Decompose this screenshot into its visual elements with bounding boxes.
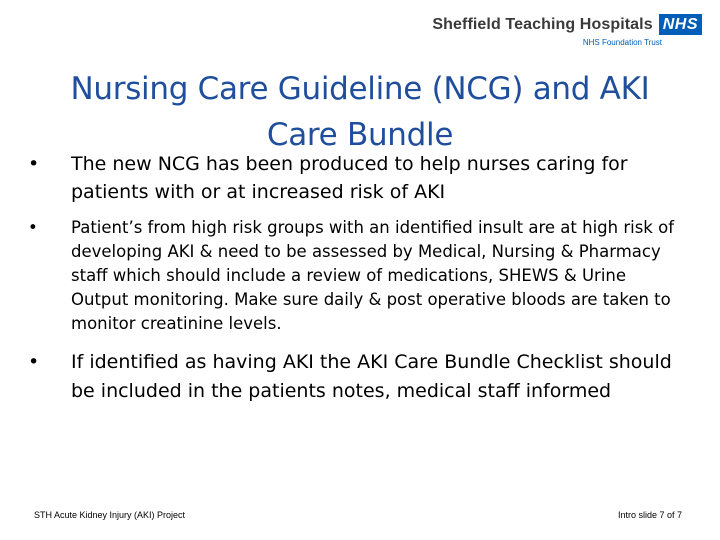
bullet-text: The new NCG has been produced to help nurses caring for patients with or at increased risk of AKI (71, 153, 628, 203)
bullet-dot: • (28, 218, 38, 237)
footer-project: STH Acute Kidney Injury (AKI) Project (34, 510, 186, 520)
bullet-item (28, 348, 688, 406)
footer-slide-number: Intro slide 7 of 7 (617, 510, 682, 520)
bullet-item (28, 150, 688, 206)
nhs-badge: NHS (659, 14, 702, 35)
bullet-text: Patient’s from high risk groups with an identified insult are at high risk of developing AKI & need to be assessed by Medical, Nursing & Pharmacy staff which should include a review of medications, SHEWS & Urine Output monitoring. Make sure daily & post operative bloods are taken to monitor creatinine levels. (71, 218, 675, 333)
slide-title: Nursing Care Guideline (NCG) and AKI Care Bundle (70, 71, 650, 153)
nhs-logo (432, 14, 702, 47)
bullet-text: If identified as having AKI the AKI Care Bundle Checklist should be included in the patients notes, medical staff informed (71, 351, 672, 402)
trust-name: NHS Foundation Trust (582, 38, 662, 47)
bullet-dot: • (28, 351, 40, 373)
bullet-list (28, 150, 688, 406)
org-name: Sheffield Teaching Hospitals (432, 15, 653, 33)
logo-row (432, 14, 702, 35)
bullet-item (28, 216, 688, 336)
bullet-dot: • (28, 153, 40, 175)
